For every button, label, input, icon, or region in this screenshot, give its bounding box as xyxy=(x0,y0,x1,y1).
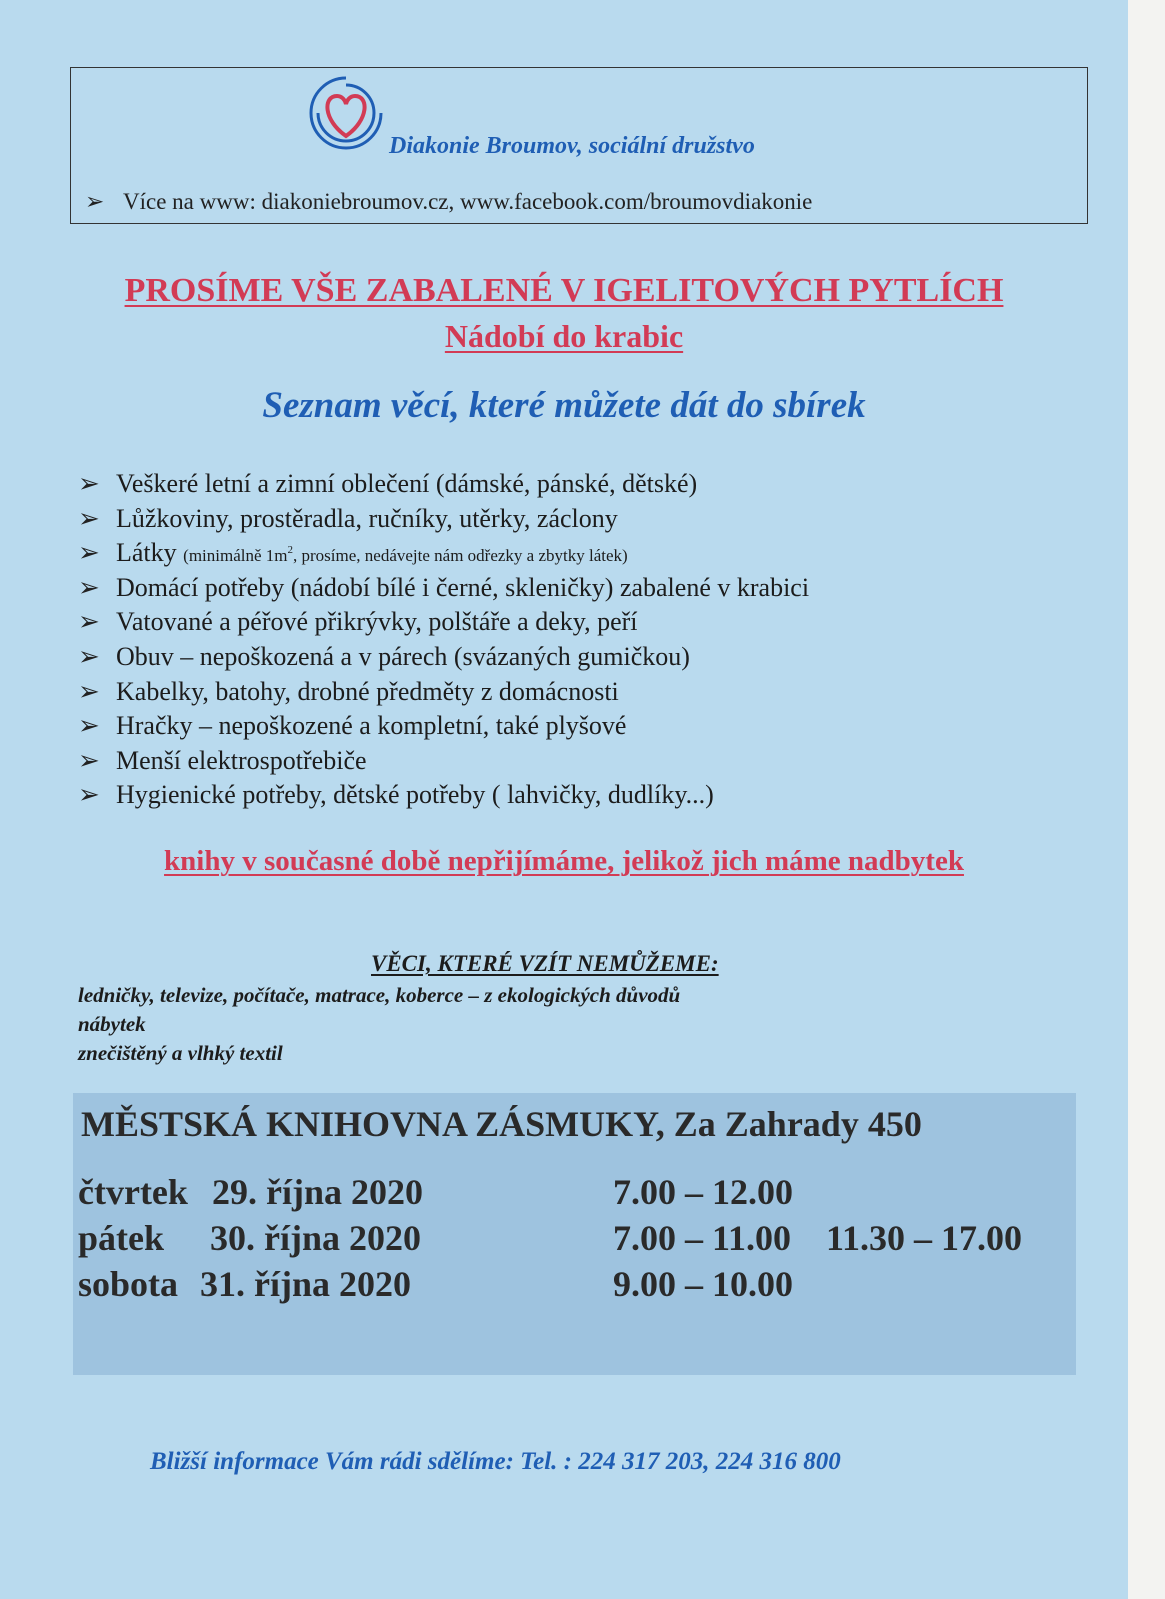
not-accepted-line: nábytek xyxy=(78,1012,146,1036)
web-links-text: Více na www: diakoniebroumov.cz, www.facebook.com/broumovdiakonie xyxy=(123,189,813,214)
list-item: ➢ Domácí potřeby (nádobí bílé i černé, skleničky) zabalené v krabici xyxy=(78,571,809,606)
list-item: ➢ Hygienické potřeby, dětské potřeby ( lahvičky, dudlíky...) xyxy=(78,778,809,813)
list-item: ➢ Veškeré letní a zimní oblečení (dámské, pánské, dětské) xyxy=(78,467,809,502)
list-item: ➢ Hračky – nepoškozené a kompletní, také plyšové xyxy=(78,709,809,744)
schedule-date: 30. října 2020 xyxy=(210,1218,421,1258)
schedule-day: čtvrtek xyxy=(78,1172,188,1212)
arrow-bullet-icon: ➢ xyxy=(85,189,105,214)
books-notice: knihy v současné době nepřijímáme, jelikož jich máme nadbytek xyxy=(164,845,964,877)
not-accepted-line: znečištěný a vlhký textil xyxy=(78,1041,283,1065)
arrow-bullet-icon: ➢ xyxy=(78,572,100,602)
header-box xyxy=(70,67,1088,224)
diakonie-logo-icon xyxy=(303,70,389,156)
arrow-bullet-icon: ➢ xyxy=(78,607,100,637)
list-item: ➢ Látky (minimálně $1m^2$, prosíme, nedávejte nám odřezky a zbytky látek) xyxy=(78,536,809,571)
schedule-day: pátek xyxy=(78,1218,165,1258)
not-accepted-title: VĚCI, KTERÉ VZÍT NEMŮŽEME: xyxy=(371,951,719,976)
schedule-date: 31. října 2020 xyxy=(200,1264,411,1304)
list-item: ➢ Vatované a péřové přikrývky, polštáře a deky, peří xyxy=(78,605,809,640)
arrow-bullet-icon: ➢ xyxy=(78,503,100,533)
schedule-time: 7.00 – 11.00 xyxy=(613,1218,792,1258)
list-item: ➢ Lůžkoviny, prostěradla, ručníky, utěrky, záclony xyxy=(78,502,809,537)
page-edge xyxy=(1128,0,1165,1599)
list-item: ➢ Kabelky, batohy, drobné předměty z domácnosti xyxy=(78,675,809,710)
schedule-time: 7.00 – 12.00 xyxy=(613,1172,793,1212)
schedule-day: sobota xyxy=(78,1264,179,1304)
arrow-bullet-icon: ➢ xyxy=(78,780,100,810)
web-line xyxy=(85,189,812,215)
arrow-bullet-icon: ➢ xyxy=(78,711,100,741)
arrow-bullet-icon: ➢ xyxy=(78,469,100,498)
list-item: ➢ Obuv – nepoškozená a v párech (svázaných gumičkou) xyxy=(78,640,809,675)
packing-notice: PROSÍME VŠE ZABALENÉ V IGELITOVÝCH PYTLÍCH xyxy=(124,272,1004,309)
venue-title: MĚSTSKÁ KNIHOVNA ZÁSMUKY, Za Zahrady 450 xyxy=(81,1104,922,1144)
list-title: Seznam věcí, které můžete dát do sbírek xyxy=(262,385,866,426)
schedule-time-2: 11.30 – 17.00 xyxy=(826,1218,1023,1258)
arrow-bullet-icon: ➢ xyxy=(78,676,100,706)
donation-items-list xyxy=(78,467,809,813)
arrow-bullet-icon: ➢ xyxy=(78,745,100,775)
contact-footer: Bližší informace Vám rádi sdělíme: Tel. : 224 317 203, 224 316 800 xyxy=(150,1448,841,1475)
list-item: ➢ Menší elektrospotřebiče xyxy=(78,744,809,779)
fabric-note: (minimálně $1m^2$, prosíme, nedávejte nám odřezky a zbytky látek) xyxy=(183,544,628,566)
org-name: Diakonie Broumov, sociální družstvo xyxy=(389,133,755,159)
schedule-date: 29. října 2020 xyxy=(212,1172,423,1212)
schedule-time: 9.00 – 10.00 xyxy=(613,1264,793,1304)
arrow-bullet-icon: ➢ xyxy=(78,538,100,568)
not-accepted-line: ledničky, televize, počítače, matrace, koberce – z ekologických důvodů xyxy=(78,983,681,1007)
dishes-notice: Nádobí do krabic xyxy=(444,318,684,354)
arrow-bullet-icon: ➢ xyxy=(78,641,100,671)
venue-box xyxy=(73,1093,1076,1375)
